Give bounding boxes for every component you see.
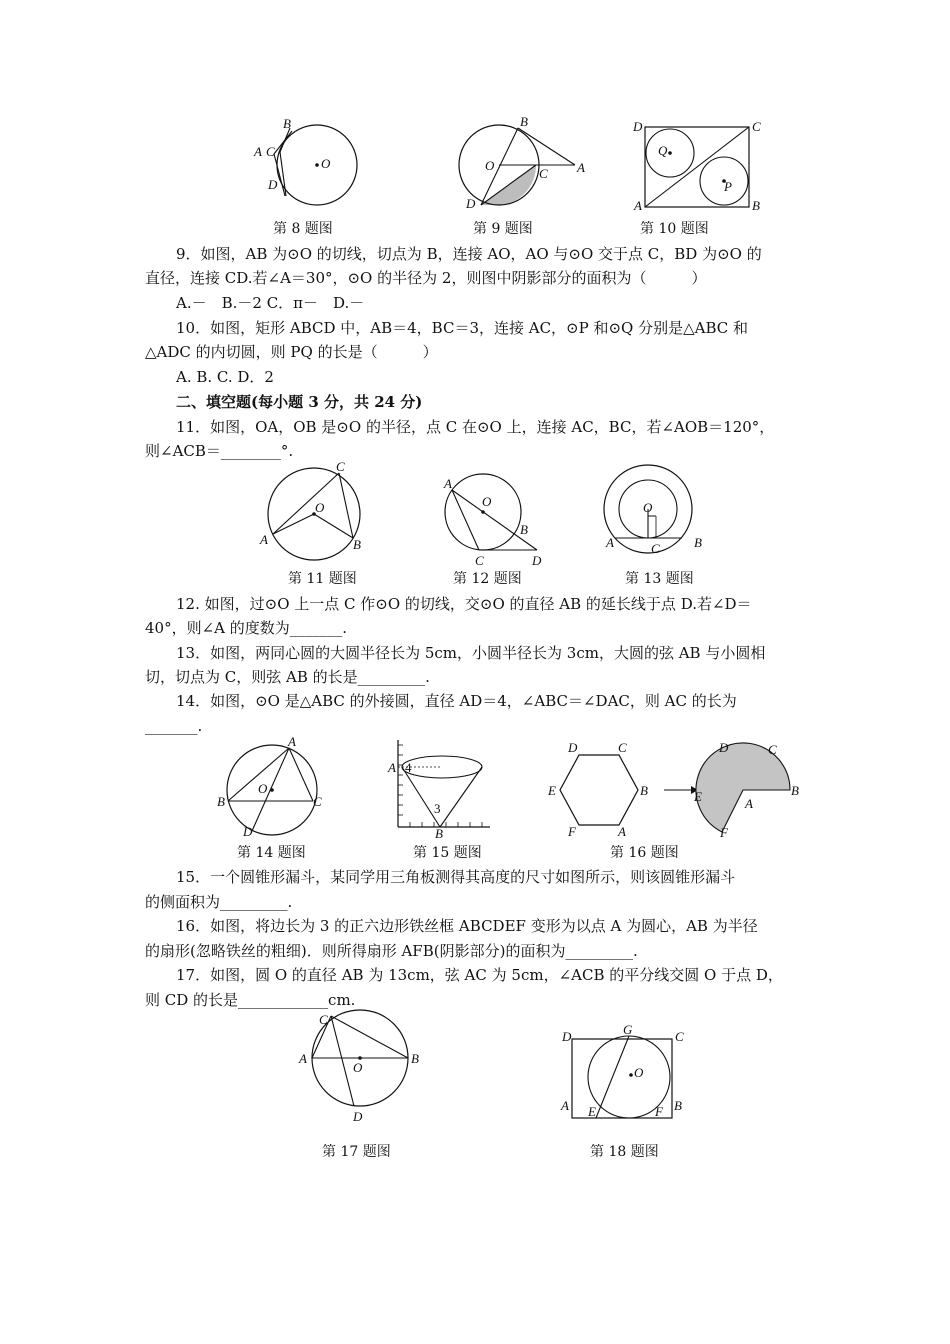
fig18-label-b: B <box>674 1098 682 1113</box>
caption-fig15: 第 15 题图 <box>413 845 482 861</box>
q13-line2: 切，切点为 C，则弦 AB 的长是_________. <box>145 668 430 686</box>
fig9-label-o: O <box>485 158 495 173</box>
fig16-label-d: D <box>568 740 578 755</box>
fig12-label-a: A <box>444 476 452 491</box>
fig12-label-d: D <box>532 553 542 568</box>
fig16-sector-label-a: A <box>745 796 753 811</box>
fig8-label-b: B <box>283 116 291 131</box>
figure-8-diagram <box>240 112 370 212</box>
figure-16-diagram <box>540 738 810 838</box>
figure-10-diagram <box>628 115 768 215</box>
figure-11-diagram <box>255 458 375 568</box>
figure-13 <box>598 460 718 570</box>
fig10-label-c: C <box>752 119 761 134</box>
fig8-label-o: O <box>321 156 331 171</box>
fig17-label-d: D <box>353 1109 363 1124</box>
fig13-label-a: A <box>606 535 614 550</box>
fig16-sector-label-c: C <box>768 742 777 757</box>
q9-line2: 直径，连接 CD.若∠A＝30°，⊙O 的半径为 2，则图中阴影部分的面积为（ ） <box>145 269 707 287</box>
fig14-label-d: D <box>243 824 253 839</box>
q10-line1: 10．如图，矩形 ABCD 中，AB＝4，BC＝3，连接 AC，⊙P 和⊙Q 分别是△ABC 和 <box>176 319 749 337</box>
figure-10 <box>628 115 768 215</box>
fig16-label-b: B <box>640 783 648 798</box>
fig13-label-b: B <box>694 535 702 550</box>
figure-14 <box>215 735 340 840</box>
fig17-label-b: B <box>411 1051 419 1066</box>
q11-line2: 则∠ACB＝________°. <box>145 442 294 460</box>
fig18-label-d: D <box>562 1029 572 1044</box>
fig8-label-c: C <box>266 144 275 159</box>
caption-fig11: 第 11 题图 <box>288 571 357 587</box>
q15-line2: 的侧面积为_________. <box>145 893 293 911</box>
figure-17-diagram <box>295 1008 435 1128</box>
fig18-label-c: C <box>675 1029 684 1044</box>
fig14-label-b: B <box>217 794 225 809</box>
fig12-label-c: C <box>475 553 484 568</box>
fig15-label-4: 4 <box>405 760 412 775</box>
section-2-heading: 二、填空题(每小题 3 分，共 24 分) <box>176 393 423 411</box>
fig9-label-c: C <box>539 166 548 181</box>
q10-options: A. B. C. D．2 <box>176 368 274 386</box>
q10-line2: △ADC 的内切圆，则 PQ 的长是（ ） <box>145 343 438 361</box>
figure-13-diagram <box>598 460 718 570</box>
figure-11 <box>255 458 375 568</box>
figure-18-diagram <box>555 1022 695 1122</box>
figure-9-diagram <box>440 112 600 212</box>
fig9-label-b: B <box>520 114 528 129</box>
fig17-label-a: A <box>299 1051 307 1066</box>
fig18-label-a: A <box>561 1098 569 1113</box>
figure-14-diagram <box>215 735 340 840</box>
q12-line2: 40°，则∠A 的度数为_______. <box>145 619 348 637</box>
fig14-label-o: O <box>258 781 268 796</box>
q12-line1: 12. 如图，过⊙O 上一点 C 作⊙O 的切线，交⊙O 的直径 AB 的延长线于点 D.若∠D＝ <box>176 595 752 613</box>
caption-fig18: 第 18 题图 <box>590 1144 659 1160</box>
fig15-label-b: B <box>435 826 443 840</box>
figure-15-diagram <box>380 735 495 840</box>
fig16-label-e: E <box>548 783 556 798</box>
q14-line1: 14．如图，⊙O 是△ABC 的外接圆，直径 AD＝4，∠ABC＝∠DAC，则 AC 的长为 <box>176 692 737 710</box>
fig12-label-b: B <box>520 522 528 537</box>
q16-line2: 的扇形(忽略铁丝的粗细)．则所得扇形 AFB(阴影部分)的面积为_________. <box>145 942 638 960</box>
fig14-label-a: A <box>288 735 296 749</box>
fig15-label-a: A <box>388 760 396 775</box>
fig18-label-g: G <box>623 1022 633 1037</box>
q16-line1: 16．如图，将边长为 3 的正六边形铁丝框 ABCDEF 变形为以点 A 为圆心，AB 为半径 <box>176 917 758 935</box>
fig16-label-f: F <box>568 824 576 838</box>
fig11-label-a: A <box>260 532 268 547</box>
caption-fig10: 第 10 题图 <box>640 221 709 237</box>
fig11-label-b: B <box>353 537 361 552</box>
q17-line2: 则 CD 的长是____________cm. <box>145 991 356 1009</box>
caption-fig16: 第 16 题图 <box>610 845 679 861</box>
fig16-label-c: C <box>618 740 627 755</box>
figure-8 <box>240 112 370 212</box>
fig10-label-q: Q <box>658 143 668 158</box>
caption-fig13: 第 13 题图 <box>625 571 694 587</box>
fig16-label-a: A <box>618 824 626 838</box>
q17-line1: 17．如图，圆 O 的直径 AB 为 13cm，弦 AC 为 5cm，∠ACB 的平分线交圆 O 于点 D， <box>176 966 783 984</box>
q15-line1: 15．一个圆锥形漏斗，某同学用三角板测得其高度的尺寸如图所示，则该圆锥形漏斗 <box>176 868 736 886</box>
fig10-label-a: A <box>634 198 642 213</box>
fig10-label-p: P <box>724 179 732 194</box>
figure-12-diagram <box>435 470 555 570</box>
fig18-label-e: E <box>588 1104 596 1119</box>
fig18-label-f: F <box>655 1104 663 1119</box>
figure-12 <box>435 470 555 570</box>
fig10-label-d: D <box>633 119 643 134</box>
fig17-label-c: C <box>319 1012 328 1027</box>
fig10-label-b: B <box>752 198 760 213</box>
fig13-label-o: O <box>643 500 653 515</box>
q9-line1: 9．如图，AB 为⊙O 的切线，切点为 B，连接 AO，AO 与⊙O 交于点 C，BD 为⊙O 的 <box>176 245 762 263</box>
caption-fig14: 第 14 题图 <box>237 845 306 861</box>
caption-fig12: 第 12 题图 <box>453 571 522 587</box>
fig15-label-3: 3 <box>434 801 441 816</box>
figure-18 <box>555 1022 695 1122</box>
caption-fig8: 第 8 题图 <box>273 221 333 237</box>
q14-line2: _______. <box>145 717 203 735</box>
figure-15 <box>380 735 495 840</box>
fig11-label-o: O <box>315 500 325 515</box>
figure-9 <box>440 112 600 212</box>
fig8-label-d: D <box>268 177 278 192</box>
fig8-label-a: A <box>254 144 262 159</box>
figure-16 <box>540 738 810 838</box>
caption-fig17: 第 17 题图 <box>322 1144 391 1160</box>
fig11-label-c: C <box>336 459 345 474</box>
q9-options: A.－ B.－2 C．π－ D.－ <box>176 294 365 312</box>
fig16-sector-label-b: B <box>791 783 799 798</box>
q11-line1: 11．如图，OA，OB 是⊙O 的半径，点 C 在⊙O 上，连接 AC，BC，若∠AOB＝120°， <box>176 418 775 436</box>
fig14-label-c: C <box>313 794 322 809</box>
fig16-sector-label-d: D <box>719 740 729 755</box>
q13-line1: 13．如图，两同心圆的大圆半径长为 5cm，小圆半径长为 3cm，大圆的弦 AB 与小圆相 <box>176 644 766 662</box>
fig9-label-d: D <box>466 196 476 211</box>
figure-17 <box>295 1008 435 1128</box>
fig13-label-c: C <box>651 541 660 556</box>
fig9-label-a: A <box>577 160 585 175</box>
caption-fig9: 第 9 题图 <box>473 221 533 237</box>
fig18-label-o: O <box>634 1065 644 1080</box>
fig17-label-o: O <box>353 1060 363 1075</box>
fig16-sector-label-e: E <box>694 789 702 804</box>
fig16-sector-label-f: F <box>720 825 728 838</box>
fig12-label-o: O <box>482 494 492 509</box>
